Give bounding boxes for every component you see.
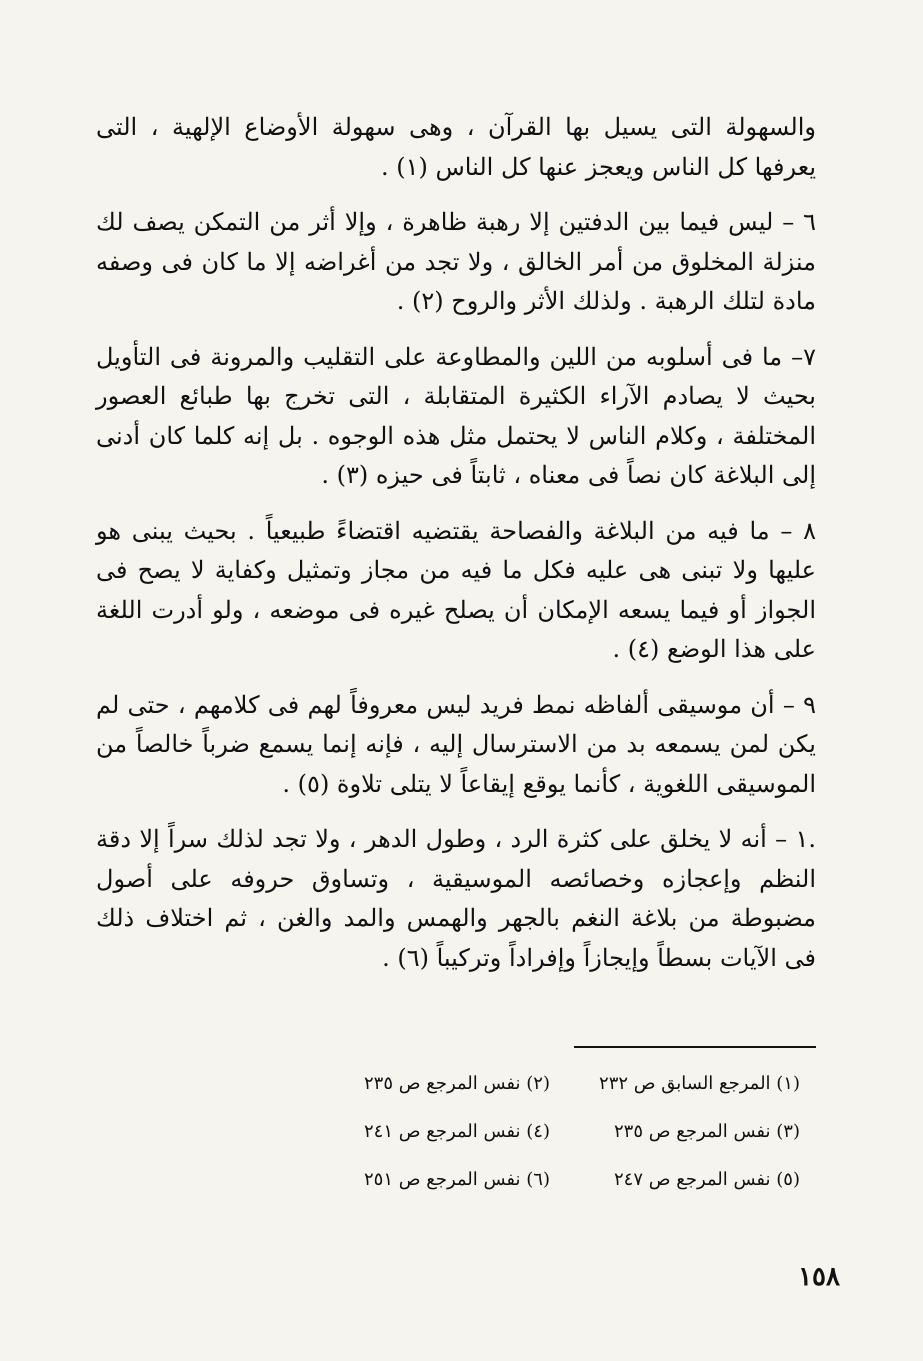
paragraph-9: ٩ – أن موسيقى ألفاظه نمط فريد ليس معروفاً لهم فى كلامهم ، حتى لم يكن لمن يسمعه بد من الاسترسال إليه ، فإنه إنما يسمع ضرباً خالصاً من الموسيقى اللغوية ، كأنما يوقع إيقاعاً لا يتلى تلاوة (٥) .: [96, 690, 816, 798]
page-number: ١٥٨: [798, 1262, 840, 1292]
footnote-3: (٣) نفس المرجع ص ٢٣٥: [614, 1121, 800, 1142]
paragraph-7: ٧– ما فى أسلوبه من اللين والمطاوعة على التقليب والمرونة فى التأويل بحيث لا يصادم الآراء الكثيرة المتقابلة ، التى تخرج بها طبائع العصور المختلفة ، وكلام الناس لا يحتمل مثل هذه الوجوه . بل إنه كلما كان أدنى إلى البلاغة كان نصاً فى معناه ، ثابتاً فى حيزه (٣) .: [96, 342, 816, 489]
paragraph-6: ٦ – ليس فيما بين الدفتين إلا رهبة ظاهرة ، وإلا أثر من التمكن يصف لك منزلة المخلوق من أمر الخالق ، ولا تجد من أغراضه إلا ما كان فى وصفه مادة لتلك الرهبة . ولذلك الأثر والروح (٢) .: [96, 208, 816, 315]
footnote-2: (٢) نفس المرجع ص ٢٣٥: [364, 1073, 550, 1094]
footnotes: [300, 1070, 800, 1194]
footnote-separator: [574, 1046, 816, 1048]
main-text: [96, 108, 816, 994]
footnote-5: (٥) نفس المرجع ص ٢٤٧: [614, 1169, 800, 1190]
footnote-4: (٤) نفس المرجع ص ٢٤١: [364, 1121, 550, 1142]
footnote-6: (٦) نفس المرجع ص ٢٥١: [364, 1169, 550, 1190]
footnote-1: (١) المرجع السابق ص ٢٣٢: [599, 1073, 800, 1094]
paragraph-8: ٨ – ما فيه من البلاغة والفصاحة يقتضيه اقتضاءً طبيعياً . بحيث يبنى هو عليها ولا تبنى هى عليه فكل ما فيه من مجاز وتمثيل وكفاية لا يصح فى الجواز أو فيما يسعه الإمكان أن يصلح غيره فى موضعه ، ولو أدرت اللغة على هذا الوضع (٤) .: [96, 516, 816, 663]
paragraph-10: .١ – أنه لا يخلق على كثرة الرد ، وطول الدهر ، ولا تجد لذلك سراً إلا دقة النظم وإعجازه وخصائصه الموسيقية ، وتساوق حروفه على أصول مضبوطة من بلاغة النغم بالجهر والهمس والمد والغن ، ثم اختلاف ذلك فى الآيات بسطاً وإيجازاً وإفراداً وتركيباً (٦) .: [96, 825, 817, 972]
paragraph-intro: والسهولة التى يسيل بها القرآن ، وهى سهولة الأوضاع الإلهية ، التى يعرفها كل الناس ويعجز عنها كل الناس (١) .: [96, 113, 817, 181]
